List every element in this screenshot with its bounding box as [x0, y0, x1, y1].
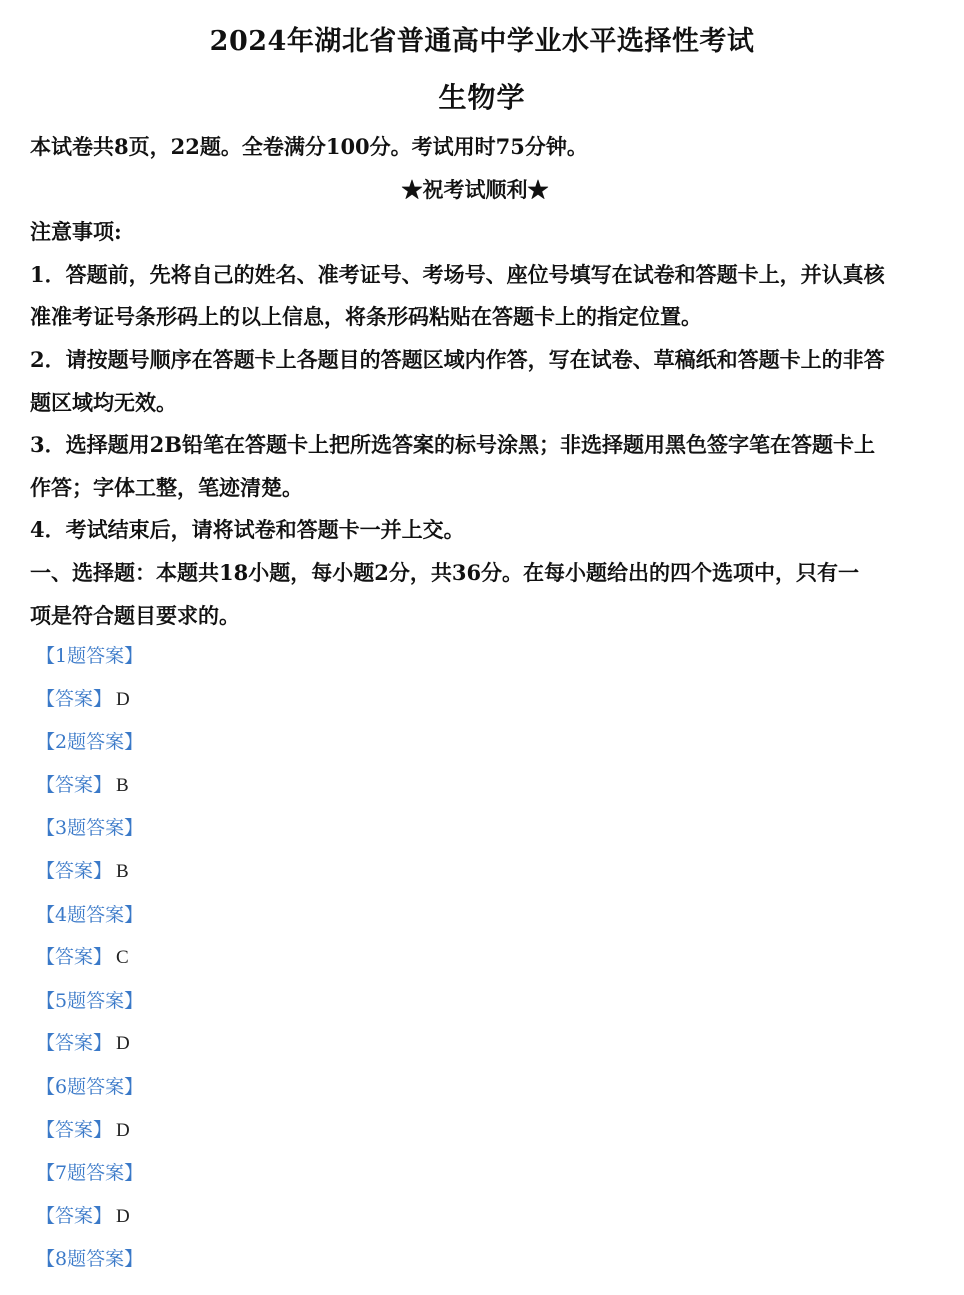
question-answer-header: 【6题答案】	[36, 1075, 144, 1098]
answer-value: B	[116, 774, 129, 796]
note-line: 3．选择题用2B铅笔在答题卡上把所选答案的标号涂黑；非选择题用黑色签字笔在答题卡上	[30, 432, 875, 458]
exam-info: 本试卷共8页，22题。全卷满分100分。考试用时75分钟。	[30, 134, 588, 159]
answer-value: D	[116, 1033, 130, 1055]
section-heading-cont: 项是符合题目要求的。	[30, 602, 240, 628]
notes-title: 注意事项:	[30, 219, 122, 245]
answer-label: 【答案】	[36, 1204, 113, 1227]
instructions-block	[30, 126, 920, 637]
note-line: 2．请按题号顺序在答题卡上各题目的答题区域内作答，写在试卷、草稿纸和答题卡上的非答	[30, 346, 885, 372]
answer-value: B	[116, 860, 129, 882]
question-answer-header: 【7题答案】	[36, 1162, 144, 1185]
note-line: 1．答题前，先将自己的姓名、准考证号、考场号、座位号填写在试卷和答题卡上，并认真核	[30, 261, 885, 287]
note-line: 准准考证号条形码上的以上信息，将条形码粘贴在答题卡上的指定位置。	[30, 304, 702, 330]
answer-line	[36, 678, 636, 722]
answer-label: 【答案】	[36, 859, 113, 882]
cropped-top-text	[30, 0, 160, 2]
subject-title: 生物学	[438, 81, 526, 114]
answer-line	[36, 1109, 636, 1153]
answer-label: 【答案】	[36, 773, 113, 796]
answer-line	[36, 850, 636, 894]
good-luck-line: ★祝考试顺利★	[401, 176, 549, 202]
answer-value: D	[116, 688, 130, 710]
answer-label: 【答案】	[36, 946, 113, 969]
question-answer-header: 【5题答案】	[36, 989, 144, 1012]
answer-label: 【答案】	[36, 1118, 113, 1141]
answer-list	[36, 635, 636, 1281]
exam-title: 2024年湖北省普通高中学业水平选择性考试	[209, 26, 755, 57]
answer-line	[36, 764, 636, 808]
answer-line	[36, 936, 636, 980]
question-answer-header: 【2题答案】	[36, 731, 144, 754]
question-answer-header: 【4题答案】	[36, 903, 144, 926]
question-answer-header: 【8题答案】	[36, 1248, 144, 1271]
question-answer-header: 【1题答案】	[36, 645, 144, 667]
answer-line	[36, 1022, 636, 1066]
answer-label: 【答案】	[36, 687, 113, 710]
question-answer-header: 【3题答案】	[36, 817, 144, 840]
note-line: 题区域均无效。	[30, 389, 177, 415]
answer-value: D	[116, 1205, 130, 1227]
answer-label: 【答案】	[36, 1032, 113, 1055]
answer-value: C	[116, 947, 129, 969]
section-heading: 一、选择题：本题共18小题，每小题2分，共36分。在每小题给出的四个选项中，只有一	[30, 559, 860, 585]
note-line: 作答；字体工整，笔迹清楚。	[30, 474, 303, 500]
answer-line	[36, 1195, 636, 1239]
note-line: 4．考试结束后，请将试卷和答题卡一并上交。	[30, 517, 465, 543]
answer-value: D	[116, 1119, 130, 1141]
